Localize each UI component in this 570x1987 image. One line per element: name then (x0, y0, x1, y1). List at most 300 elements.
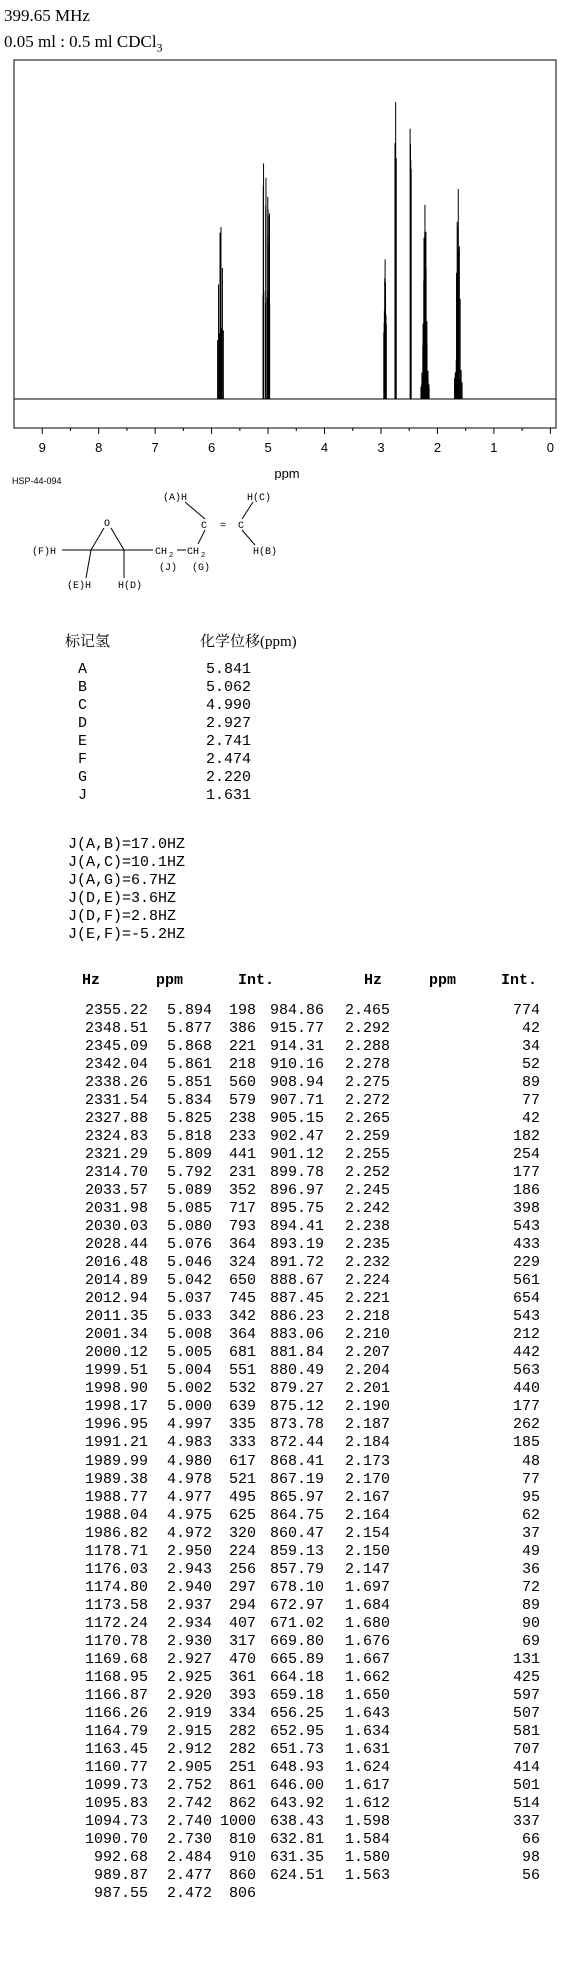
peak-intensity: 561 (512, 1272, 540, 1290)
peak-ppm: 5.037 (166, 1290, 212, 1308)
peak-intensity: 294 (228, 1596, 256, 1614)
peak-intensity: 297 (228, 1578, 256, 1596)
peak-intensity: 77 (521, 1470, 540, 1488)
peak-hz: 864.75 (269, 1506, 324, 1524)
peak-ppm: 1.612 (344, 1794, 390, 1812)
peak-hz: 652.95 (269, 1722, 324, 1740)
peak-ppm: 2.472 (166, 1884, 212, 1902)
peak-ppm: 2.221 (344, 1290, 390, 1308)
x-tick-label: 5 (264, 440, 272, 455)
ch2-b-sub: 2 (201, 552, 206, 560)
peak-hz: 638.43 (269, 1812, 324, 1830)
peak-intensity: 282 (228, 1722, 256, 1740)
peak-hz: 665.89 (269, 1650, 324, 1668)
peak-hz: 910.16 (269, 1056, 324, 1074)
label-g: (G) (192, 563, 211, 574)
peak-intensity: 256 (228, 1560, 256, 1578)
shift-value: 2.220 (206, 769, 252, 786)
peak-ppm: 2.905 (166, 1758, 212, 1776)
peak-intensity: 551 (228, 1362, 256, 1380)
peak-intensity: 36 (521, 1560, 540, 1578)
peak-ppm: 5.834 (166, 1092, 212, 1110)
peak-ppm: 5.851 (166, 1074, 212, 1092)
peak-intensity: 440 (512, 1380, 540, 1398)
peak-intensity: 42 (521, 1020, 540, 1038)
peak-hz: 2016.48 (84, 1254, 148, 1272)
peak-intensity: 806 (228, 1884, 256, 1902)
peak-table-header: Int. (238, 972, 275, 989)
peak-intensity: 501 (512, 1776, 540, 1794)
peak-hz: 1169.68 (84, 1650, 148, 1668)
peak-intensity: 333 (228, 1434, 256, 1452)
peak-ppm: 1.631 (344, 1740, 390, 1758)
peak-intensity: 182 (512, 1128, 540, 1146)
peak-intensity: 433 (512, 1236, 540, 1254)
peak-ppm: 1.584 (344, 1830, 390, 1848)
peak-intensity: 90 (521, 1614, 540, 1632)
peak-ppm: 2.484 (166, 1848, 212, 1866)
peak-intensity: 625 (228, 1506, 256, 1524)
nmr-spectrum-chart (0, 0, 570, 480)
peak-intensity: 56 (521, 1866, 540, 1884)
peak-hz: 908.94 (269, 1074, 324, 1092)
peak-table-header: ppm (156, 972, 184, 989)
x-tick-label: 3 (377, 440, 385, 455)
peak-intensity: 317 (228, 1632, 256, 1650)
peak-intensity: 414 (512, 1758, 540, 1776)
peak-ppm: 2.167 (344, 1488, 390, 1506)
peak-hz: 643.92 (269, 1794, 324, 1812)
label-c: H(C) (247, 493, 272, 504)
peak-table-header: Int. (501, 972, 538, 989)
peak-intensity: 717 (228, 1200, 256, 1218)
peak-intensity: 212 (512, 1326, 540, 1344)
peak-hz: 1168.95 (84, 1668, 148, 1686)
peak-intensity: 177 (512, 1398, 540, 1416)
peak-intensity: 364 (228, 1236, 256, 1254)
peak-hz: 883.06 (269, 1326, 324, 1344)
peak-ppm: 5.085 (166, 1200, 212, 1218)
peak-hz: 894.41 (269, 1218, 324, 1236)
spectrum-peaks (218, 102, 463, 399)
ch2-a-sub: 2 (169, 552, 174, 560)
shift-value: 4.990 (206, 697, 252, 714)
peak-intensity: 131 (512, 1650, 540, 1668)
peak-ppm: 2.920 (166, 1686, 212, 1704)
x-axis-tick-labels (39, 440, 554, 455)
peak-hz: 1094.73 (84, 1812, 148, 1830)
peak-ppm: 2.930 (166, 1632, 212, 1650)
peak-hz: 893.19 (269, 1236, 324, 1254)
peak-hz: 902.47 (269, 1128, 324, 1146)
peak-ppm: 2.147 (344, 1560, 390, 1578)
peak-ppm: 5.877 (166, 1020, 212, 1038)
peak-ppm: 1.624 (344, 1758, 390, 1776)
peak-hz: 678.10 (269, 1578, 324, 1596)
peak-intensity: 69 (521, 1632, 540, 1650)
bond-o-right (111, 528, 124, 550)
peak-intensity: 231 (228, 1164, 256, 1182)
double-bond: = (220, 521, 227, 532)
peak-ppm: 5.080 (166, 1218, 212, 1236)
peak-ppm: 2.915 (166, 1722, 212, 1740)
peak-intensity: 320 (228, 1524, 256, 1542)
peak-hz: 2031.98 (84, 1200, 148, 1218)
peak-hz: 915.77 (269, 1020, 324, 1038)
peak-hz: 1989.38 (84, 1470, 148, 1488)
peak-hz: 987.55 (93, 1884, 148, 1902)
peak-table-header: ppm (429, 972, 457, 989)
peak-ppm: 2.934 (166, 1614, 212, 1632)
peak-ppm: 2.730 (166, 1830, 212, 1848)
peak-hz: 2033.57 (84, 1182, 148, 1200)
peak-hz: 1099.73 (84, 1776, 148, 1794)
shift-table-header (65, 630, 297, 651)
x-tick-label: 8 (95, 440, 103, 455)
label-a: (A)H (163, 493, 188, 504)
peak-ppm: 2.278 (344, 1056, 390, 1074)
peak-hz: 859.13 (269, 1542, 324, 1560)
peak-hz: 1991.21 (84, 1434, 148, 1452)
peak-hz: 887.45 (269, 1290, 324, 1308)
peak-intensity: 218 (228, 1056, 256, 1074)
peak-ppm: 5.861 (166, 1056, 212, 1074)
peak-ppm: 1.680 (344, 1614, 390, 1632)
peak-intensity: 89 (521, 1596, 540, 1614)
peak-ppm: 5.809 (166, 1146, 212, 1164)
peak-hz: 1986.82 (84, 1524, 148, 1542)
peak-hz: 631.35 (269, 1848, 324, 1866)
peak-hz: 2348.51 (84, 1020, 148, 1038)
peak-hz: 1999.51 (84, 1362, 148, 1380)
shift-col-label: 标记氢 (65, 634, 111, 650)
x-tick-label: 6 (207, 440, 216, 455)
peak-hz: 1173.58 (84, 1596, 148, 1614)
peak-ppm: 1.643 (344, 1704, 390, 1722)
peak-intensity: 1000 (219, 1812, 256, 1830)
peak-ppm: 2.912 (166, 1740, 212, 1758)
peak-hz: 2345.09 (84, 1038, 148, 1056)
peak-hz: 2012.94 (84, 1290, 148, 1308)
peak-intensity: 495 (228, 1488, 256, 1506)
peak-ppm: 1.697 (344, 1578, 390, 1596)
peak-intensity: 251 (228, 1758, 256, 1776)
peak-hz: 2000.12 (84, 1344, 148, 1362)
peak-ppm: 5.033 (166, 1308, 212, 1326)
ch2-a: CH (155, 547, 168, 558)
peak-ppm: 2.204 (344, 1362, 390, 1380)
peak-intensity: 337 (512, 1812, 540, 1830)
peak-intensity: 521 (228, 1470, 256, 1488)
peak-hz: 895.75 (269, 1200, 324, 1218)
peak-ppm: 2.201 (344, 1380, 390, 1398)
peak-intensity: 707 (512, 1740, 540, 1758)
peak-hz: 1166.26 (84, 1704, 148, 1722)
peak-hz: 659.18 (269, 1686, 324, 1704)
peak-hz: 2338.26 (84, 1074, 148, 1092)
carbon-1: C (201, 521, 208, 532)
peak-hz: 2324.83 (84, 1128, 148, 1146)
peak-hz: 624.51 (269, 1866, 324, 1884)
peak-intensity: 62 (521, 1506, 540, 1524)
shift-value: 2.474 (206, 751, 252, 768)
peak-intensity: 617 (228, 1452, 256, 1470)
peak-hz: 875.12 (269, 1398, 324, 1416)
peak-ppm: 2.184 (344, 1434, 390, 1452)
peak-intensity: 407 (228, 1614, 256, 1632)
peak-intensity: 745 (228, 1290, 256, 1308)
peak-intensity: 579 (228, 1092, 256, 1110)
coupling-constant: J(A,G)=6.7HZ (68, 872, 177, 889)
peak-intensity: 233 (228, 1128, 256, 1146)
shift-value: 1.631 (206, 787, 252, 804)
peak-hz: 656.25 (269, 1704, 324, 1722)
peak-intensity: 262 (512, 1416, 540, 1434)
peak-ppm: 2.742 (166, 1794, 212, 1812)
peak-intensity: 89 (521, 1074, 540, 1092)
peak-hz: 2321.29 (84, 1146, 148, 1164)
x-tick-label: 1 (490, 440, 498, 455)
peak-intensity: 560 (228, 1074, 256, 1092)
peak-ppm: 5.894 (166, 1002, 212, 1019)
peak-hz: 2030.03 (84, 1218, 148, 1236)
peak-ppm: 5.004 (166, 1362, 212, 1380)
peak-intensity: 793 (228, 1218, 256, 1236)
peak-intensity: 238 (228, 1110, 256, 1128)
peak-hz: 1998.90 (84, 1380, 148, 1398)
peak-ppm: 2.154 (344, 1524, 390, 1542)
peak-hz: 901.12 (269, 1146, 324, 1164)
peak-hz: 867.19 (269, 1470, 324, 1488)
shift-label: D (78, 715, 88, 732)
peak-intensity: 681 (228, 1344, 256, 1362)
peak-ppm: 1.667 (344, 1650, 390, 1668)
shift-label: B (78, 679, 88, 696)
peak-intensity: 72 (521, 1578, 540, 1596)
peak-intensity: 470 (228, 1650, 256, 1668)
plot-frame (14, 60, 556, 428)
peak-ppm: 2.943 (166, 1560, 212, 1578)
bond-c2-hb (242, 530, 255, 545)
peak-intensity: 185 (512, 1434, 540, 1452)
coupling-constant: J(E,F)=-5.2HZ (68, 926, 186, 943)
coupling-constant: J(A,C)=10.1HZ (68, 854, 186, 871)
peak-ppm: 2.272 (344, 1092, 390, 1110)
peak-hz: 865.97 (269, 1488, 324, 1506)
bond-c2-hc (242, 502, 253, 519)
peak-intensity: 441 (228, 1146, 256, 1164)
peak-ppm: 5.792 (166, 1164, 212, 1182)
peak-hz: 2327.88 (84, 1110, 148, 1128)
peak-intensity: 224 (228, 1542, 256, 1560)
peak-ppm: 2.224 (344, 1272, 390, 1290)
peak-ppm: 2.170 (344, 1470, 390, 1488)
peak-intensity: 352 (228, 1182, 256, 1200)
peak-intensity: 334 (228, 1704, 256, 1722)
peak-intensity: 324 (228, 1254, 256, 1272)
spectrometer-frequency: 399.65 MHz (4, 6, 90, 25)
peak-hz: 881.84 (269, 1344, 324, 1362)
peak-ppm: 2.752 (166, 1776, 212, 1794)
peak-intensity: 862 (228, 1794, 256, 1812)
peak-hz: 2028.44 (84, 1236, 148, 1254)
peak-intensity: 361 (228, 1668, 256, 1686)
peak-intensity: 810 (228, 1830, 256, 1848)
peak-intensity: 229 (512, 1254, 540, 1272)
peak-ppm: 4.975 (166, 1506, 212, 1524)
coupling-constant: J(D,F)=2.8HZ (68, 908, 177, 925)
peak-ppm: 2.950 (166, 1542, 212, 1560)
peak-hz: 879.27 (269, 1380, 324, 1398)
ch2-b: CH (187, 547, 200, 558)
bond-c1-ha (185, 502, 205, 519)
peak-hz: 899.78 (269, 1164, 324, 1182)
bond-he (86, 550, 91, 578)
peak-hz: 664.18 (269, 1668, 324, 1686)
peak-ppm: 2.150 (344, 1542, 390, 1560)
peak-intensity: 543 (512, 1218, 540, 1236)
peak-ppm: 2.164 (344, 1506, 390, 1524)
peak-ppm: 2.238 (344, 1218, 390, 1236)
peak-intensity: 543 (512, 1308, 540, 1326)
peak-ppm: 1.684 (344, 1596, 390, 1614)
peak-ppm: 2.242 (344, 1200, 390, 1218)
x-axis-label: ppm (274, 466, 300, 480)
shift-value: 2.741 (206, 733, 252, 750)
peak-ppm: 2.210 (344, 1326, 390, 1344)
peak-ppm: 2.265 (344, 1110, 390, 1128)
peak-intensity: 342 (228, 1308, 256, 1326)
peak-hz: 888.67 (269, 1272, 324, 1290)
peak-hz: 672.97 (269, 1596, 324, 1614)
peak-ppm: 2.259 (344, 1128, 390, 1146)
shift-label: G (78, 769, 88, 786)
shift-label: C (78, 697, 88, 714)
peak-hz: 646.00 (269, 1776, 324, 1794)
peak-ppm: 2.173 (344, 1452, 390, 1470)
peak-hz: 1095.83 (84, 1794, 148, 1812)
structure-diagram (0, 490, 330, 610)
compound-code: HSP-44-094 (12, 476, 62, 486)
peak-intensity: 198 (228, 1002, 256, 1019)
peak-intensity: 639 (228, 1398, 256, 1416)
peak-ppm: 1.598 (344, 1812, 390, 1830)
peak-hz: 989.87 (93, 1866, 148, 1884)
peak-hz: 2314.70 (84, 1164, 148, 1182)
peak-intensity: 95 (521, 1488, 540, 1506)
peak-hz: 872.44 (269, 1434, 324, 1452)
peak-hz: 648.93 (269, 1758, 324, 1776)
label-f: (F)H (32, 547, 57, 558)
peak-ppm: 1.676 (344, 1632, 390, 1650)
peak-intensity: 335 (228, 1416, 256, 1434)
x-tick-label: 4 (320, 440, 329, 455)
peak-hz: 1160.77 (84, 1758, 148, 1776)
label-d: H(D) (118, 581, 143, 592)
peak-hz: 2001.34 (84, 1326, 148, 1344)
peak-intensity: 581 (512, 1722, 540, 1740)
peak-ppm: 1.650 (344, 1686, 390, 1704)
peak-ppm: 4.997 (166, 1416, 212, 1434)
peak-intensity: 507 (512, 1704, 540, 1722)
peak-hz: 984.86 (269, 1002, 324, 1019)
bond-o-left (91, 528, 104, 550)
peak-ppm: 4.983 (166, 1434, 212, 1452)
peak-ppm: 4.980 (166, 1452, 212, 1470)
peak-intensity: 654 (512, 1290, 540, 1308)
peak-ppm: 5.089 (166, 1182, 212, 1200)
peak-ppm: 5.042 (166, 1272, 212, 1290)
peak-ppm: 2.940 (166, 1578, 212, 1596)
peak-hz: 2331.54 (84, 1092, 148, 1110)
peak-hz: 2014.89 (84, 1272, 148, 1290)
peak-hz: 1174.80 (84, 1578, 148, 1596)
peak-intensity: 398 (512, 1200, 540, 1218)
label-j: (J) (159, 563, 178, 574)
peak-ppm: 2.187 (344, 1416, 390, 1434)
peak-hz: 1163.45 (84, 1740, 148, 1758)
peak-table-header: Hz (364, 972, 383, 989)
peak-intensity: 597 (512, 1686, 540, 1704)
peak-hz: 914.31 (269, 1038, 324, 1056)
peak-hz: 873.78 (269, 1416, 324, 1434)
peak-hz: 891.72 (269, 1254, 324, 1272)
peak-intensity: 442 (512, 1344, 540, 1362)
peak-hz: 2342.04 (84, 1056, 148, 1074)
shift-label: A (78, 661, 88, 678)
peak-intensity: 98 (521, 1848, 540, 1866)
peak-hz: 1170.78 (84, 1632, 148, 1650)
peak-ppm: 2.235 (344, 1236, 390, 1254)
peak-hz: 1989.99 (84, 1452, 148, 1470)
peak-ppm: 2.218 (344, 1308, 390, 1326)
coupling-constant: J(A,B)=17.0HZ (68, 836, 186, 853)
peak-intensity: 34 (521, 1038, 540, 1056)
shift-col-ppm: 化学位移(ppm) (200, 634, 297, 650)
peak-ppm: 5.005 (166, 1344, 212, 1362)
shift-label: F (78, 751, 88, 768)
peak-ppm: 2.740 (166, 1812, 212, 1830)
peak-ppm: 5.868 (166, 1038, 212, 1056)
peak-intensity: 37 (521, 1524, 540, 1542)
peak-ppm: 5.076 (166, 1236, 212, 1254)
peak-intensity: 650 (228, 1272, 256, 1290)
peak-ppm: 2.919 (166, 1704, 212, 1722)
peak-intensity: 774 (512, 1002, 540, 1019)
peak-ppm: 5.002 (166, 1380, 212, 1398)
peak-hz: 671.02 (269, 1614, 324, 1632)
peak-hz: 1988.77 (84, 1488, 148, 1506)
peak-hz: 1164.79 (84, 1722, 148, 1740)
sample-text: 0.05 ml : 0.5 ml CDCl (4, 32, 157, 51)
peak-intensity: 221 (228, 1038, 256, 1056)
label-e: (E)H (67, 581, 92, 592)
peak-ppm: 2.232 (344, 1254, 390, 1272)
x-tick-label: 0 (546, 440, 554, 455)
peak-hz: 896.97 (269, 1182, 324, 1200)
peak-hz: 1996.95 (84, 1416, 148, 1434)
peak-hz: 860.47 (269, 1524, 324, 1542)
peak-intensity: 860 (228, 1866, 256, 1884)
peak-hz: 1988.04 (84, 1506, 148, 1524)
peak-ppm: 4.978 (166, 1470, 212, 1488)
peak-intensity: 364 (228, 1326, 256, 1344)
peak-intensity: 42 (521, 1110, 540, 1128)
peak-hz: 669.80 (269, 1632, 324, 1650)
sample-subscript: 3 (156, 40, 163, 55)
peak-ppm: 2.925 (166, 1668, 212, 1686)
peak-hz: 651.73 (269, 1740, 324, 1758)
